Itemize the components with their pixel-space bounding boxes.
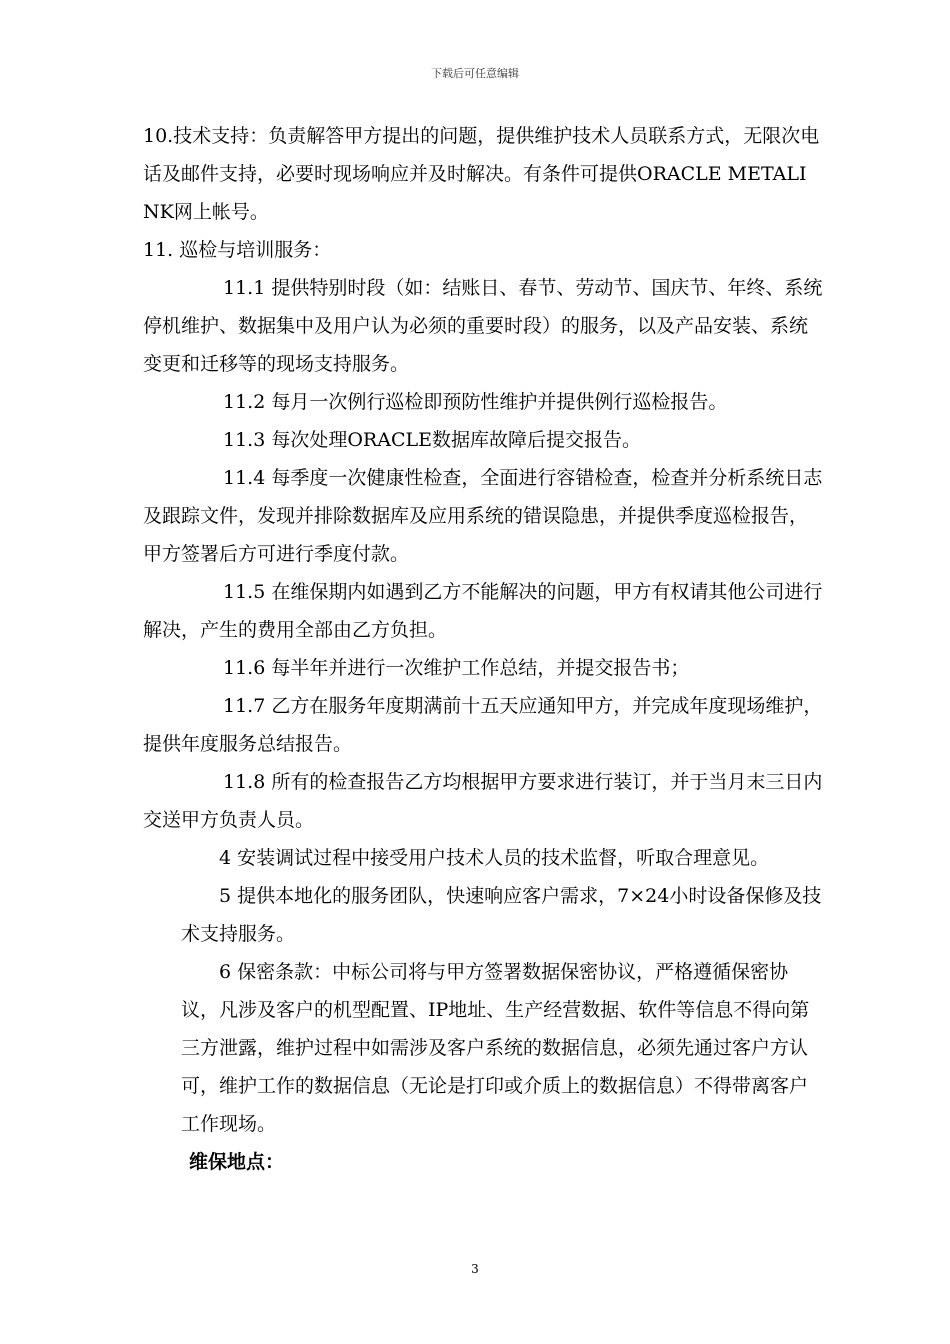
paragraph-inspection-title: 11. 巡检与培训服务： xyxy=(143,239,332,261)
paragraph-4: 4 安装调试过程中接受用户技术人员的技术监督，听取合理意见。 xyxy=(219,847,770,869)
paragraph-11-2: 11.2 每月一次例行巡检即预防性维护并提供例行巡检报告。 xyxy=(223,391,728,413)
paragraph-11-8: 11.8 所有的检查报告乙方均根据甲方要求进行装订，并于当月末三日内交送甲方负责人员。 xyxy=(143,771,823,831)
page-header: 下载后可任意编辑 xyxy=(431,67,519,80)
paragraph-11-3: 11.3 每次处理ORACLE数据库故障后提交报告。 xyxy=(223,429,641,451)
paragraph-11-1: 11.1 提供特别时段（如：结账日、春节、劳动节、国庆节、年终、系统停机维护、数据集中及用户认为必须的重要时段）的服务，以及产品安装、系统变更和迁移等的现场支持服务。 xyxy=(143,277,823,375)
paragraph-tech-support: 10.技术支持：负责解答甲方提出的问题，提供维护技术人员联系方式，无限次电话及邮件支持，必要时现场响应并及时解决。有条件可提供ORACLE METALINK网上帐号。 xyxy=(143,125,820,223)
section-heading: 维保地点： xyxy=(189,1151,285,1173)
paragraph-5: 5 提供本地化的服务团队，快速响应客户需求，7×24小时设备保修及技术支持服务。 xyxy=(181,885,822,945)
paragraph-11-4: 11.4 每季度一次健康性检查，全面进行容错检查，检查并分析系统日志及跟踪文件，发现并排除数据库及应用系统的错误隐患，并提供季度巡检报告，甲方签署后方可进行季度付款。 xyxy=(143,467,823,565)
paragraph-6: 6 保密条款：中标公司将与甲方签署数据保密协议，严格遵循保密协议，凡涉及客户的机型配置、IP地址、生产经营数据、软件等信息不得向第三方泄露，维护过程中如需涉及客户系统的数据信息，必须先通过客户方认可，维护工作的数据信息（无论是打印或介质上的数据信息）不得带离客户工作现场。 xyxy=(181,961,810,1135)
paragraph-11-6: 11.6 每半年并进行一次维护工作总结，并提交报告书； xyxy=(223,657,690,679)
paragraph-11-5: 11.5 在维保期内如遇到乙方不能解决的问题，甲方有权请其他公司进行解决，产生的费用全部由乙方负担。 xyxy=(143,581,823,641)
document-body xyxy=(143,117,823,1181)
paragraph-11-7: 11.7 乙方在服务年度期满前十五天应通知甲方，并完成年度现场维护，提供年度服务总结报告。 xyxy=(143,695,823,755)
page-number: 3 xyxy=(471,1262,479,1276)
